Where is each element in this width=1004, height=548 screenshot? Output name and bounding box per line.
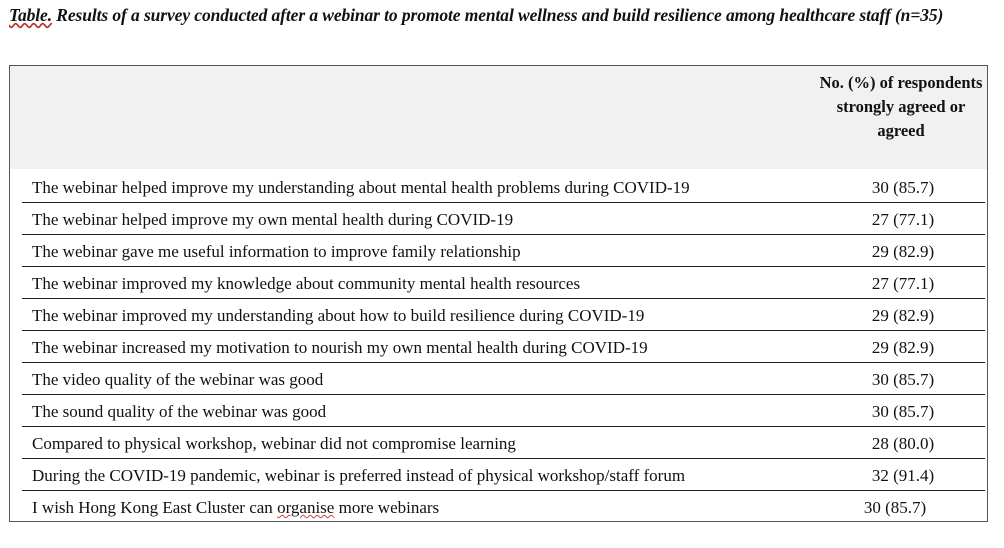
row-statement: The sound quality of the webinar was good bbox=[32, 402, 327, 421]
row-statement: The webinar improved my knowledge about community mental health resources bbox=[32, 274, 581, 293]
row-value: 30 (85.7) bbox=[863, 498, 927, 517]
column-header-respondents: No. (%) of respondents strongly agreed or agreed bbox=[819, 73, 983, 140]
table-row bbox=[10, 172, 987, 204]
table-row bbox=[10, 492, 987, 524]
survey-table bbox=[9, 65, 988, 522]
row-value: 32 (91.4) bbox=[871, 466, 935, 485]
row-value: 29 (82.9) bbox=[871, 338, 935, 357]
row-divider bbox=[22, 330, 985, 331]
row-value: 30 (85.7) bbox=[871, 178, 935, 197]
row-statement: The webinar increased my motivation to nourish my own mental health during COVID-19 bbox=[32, 338, 648, 357]
row-value: 30 (85.7) bbox=[871, 402, 935, 421]
row-statement: The webinar helped improve my own mental health during COVID-19 bbox=[32, 210, 514, 229]
caption-text: Results of a survey conducted after a webinar to promote mental wellness and build resilience among healthcare staff (n=35) bbox=[52, 5, 944, 25]
table-caption bbox=[9, 4, 994, 27]
row-divider bbox=[22, 426, 985, 427]
table-row bbox=[10, 236, 987, 268]
row-value: 30 (85.7) bbox=[871, 370, 935, 389]
row-value: 29 (82.9) bbox=[871, 242, 935, 261]
row-statement-start: I wish Hong Kong East Cluster can bbox=[32, 498, 278, 517]
row-statement bbox=[32, 497, 439, 519]
row-statement: The video quality of the webinar was good bbox=[32, 370, 324, 389]
table-row bbox=[10, 332, 987, 364]
row-value: 28 (80.0) bbox=[871, 434, 935, 453]
table-row bbox=[10, 268, 987, 300]
row-divider bbox=[22, 298, 985, 299]
table-row bbox=[10, 396, 987, 428]
row-divider bbox=[22, 362, 985, 363]
row-divider bbox=[22, 234, 985, 235]
table-row bbox=[10, 428, 987, 460]
row-statement: The webinar helped improve my understanding about mental health problems during COVID-19 bbox=[32, 178, 690, 197]
row-statement-end: more webinars bbox=[334, 498, 440, 517]
table-row bbox=[10, 460, 987, 492]
row-divider bbox=[22, 490, 985, 491]
row-divider bbox=[22, 394, 985, 395]
caption-prefix: Table. bbox=[9, 5, 52, 25]
row-divider bbox=[22, 266, 985, 267]
table-row bbox=[10, 300, 987, 332]
row-divider bbox=[22, 458, 985, 459]
row-statement: Compared to physical workshop, webinar did not compromise learning bbox=[32, 434, 516, 453]
row-value: 27 (77.1) bbox=[871, 210, 935, 229]
row-statement: The webinar improved my understanding about how to build resilience during COVID-19 bbox=[32, 306, 645, 325]
table-row bbox=[10, 204, 987, 236]
table-row bbox=[10, 364, 987, 396]
row-divider bbox=[22, 202, 985, 203]
row-statement: During the COVID-19 pandemic, webinar is preferred instead of physical workshop/staff forum bbox=[32, 466, 686, 485]
row-statement: The webinar gave me useful information to improve family relationship bbox=[32, 242, 521, 261]
row-value: 27 (77.1) bbox=[871, 274, 935, 293]
row-value: 29 (82.9) bbox=[871, 306, 935, 325]
spellcheck-flagged-word: organise bbox=[277, 498, 335, 517]
